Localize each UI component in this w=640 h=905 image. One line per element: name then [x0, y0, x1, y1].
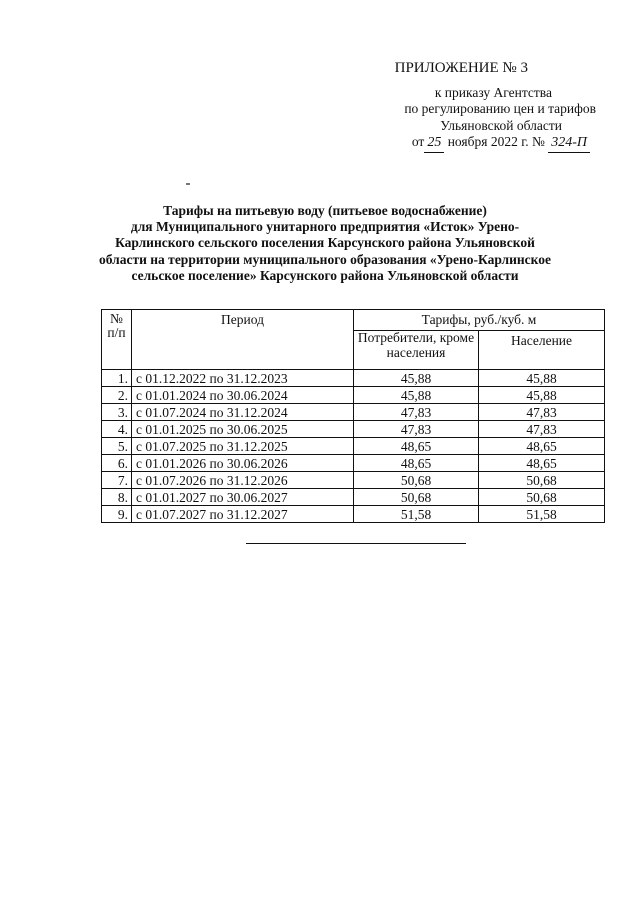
table-row	[102, 455, 605, 472]
table-row	[102, 404, 605, 421]
row-population-tariff: 45,88	[479, 370, 605, 387]
title-line: для Муниципального унитарного предприятия «Исток» Урено-	[130, 219, 520, 235]
row-period: с 01.01.2027 по 30.06.2027	[132, 489, 354, 506]
row-number: 3.	[102, 404, 132, 421]
row-number: 7.	[102, 472, 132, 489]
order-reference-line-3: Ульяновской области	[440, 117, 562, 133]
row-population-tariff: 45,88	[479, 387, 605, 404]
row-consumers-tariff: 51,58	[354, 506, 479, 523]
row-population-tariff: 48,65	[479, 438, 605, 455]
row-consumers-tariff: 50,68	[354, 472, 479, 489]
date-rest: ноября 2022 г. №	[447, 134, 545, 149]
handwritten-order-number: 324-П	[548, 135, 590, 153]
order-date-line	[395, 134, 610, 153]
row-population-tariff: 50,68	[479, 489, 605, 506]
scan-mark	[186, 183, 190, 185]
order-reference-line-2: по регулированию цен и тарифов	[404, 101, 596, 116]
end-divider	[246, 543, 466, 544]
row-period: с 01.07.2025 по 31.12.2025	[132, 438, 354, 455]
row-population-tariff: 48,65	[479, 455, 605, 472]
row-population-tariff: 50,68	[479, 472, 605, 489]
title-line: Тарифы на питьевую воду (питьевое водоснабжение)	[163, 203, 487, 218]
row-population-tariff: 47,83	[479, 421, 605, 438]
row-population-tariff: 47,83	[479, 404, 605, 421]
table-row	[102, 489, 605, 506]
row-period: с 01.07.2024 по 31.12.2024	[132, 404, 354, 421]
appendix-header	[395, 60, 610, 153]
row-number: 4.	[102, 421, 132, 438]
title-line: области на территории муниципального образования «Урено-Карлинское	[99, 251, 551, 267]
title-line: сельское поселение» Карсунского района Ульяновской области	[131, 267, 519, 283]
row-number: 9.	[102, 506, 132, 523]
tariffs-table	[101, 309, 605, 523]
row-period: с 01.01.2025 по 30.06.2025	[132, 421, 354, 438]
row-number: 5.	[102, 438, 132, 455]
column-header-number-line1: №	[110, 311, 123, 326]
row-period: с 01.01.2024 по 30.06.2024	[132, 387, 354, 404]
row-number: 2.	[102, 387, 132, 404]
column-header-consumers: Потребители, кроме населения	[354, 331, 479, 370]
table-row	[102, 506, 605, 523]
row-period: с 01.07.2026 по 31.12.2026	[132, 472, 354, 489]
row-consumers-tariff: 45,88	[354, 387, 479, 404]
column-header-number	[102, 310, 132, 370]
row-number: 8.	[102, 489, 132, 506]
row-number: 6.	[102, 455, 132, 472]
column-header-period: Период	[132, 310, 354, 370]
row-consumers-tariff: 50,68	[354, 489, 479, 506]
handwritten-day: 25	[424, 135, 444, 153]
table-row	[102, 472, 605, 489]
table-row	[102, 370, 605, 387]
row-consumers-tariff: 47,83	[354, 404, 479, 421]
row-consumers-tariff: 48,65	[354, 438, 479, 455]
table-row	[102, 387, 605, 404]
row-number: 1.	[102, 370, 132, 387]
date-prefix: от	[411, 134, 425, 149]
column-header-tariffs: Тарифы, руб./куб. м	[354, 310, 605, 331]
row-population-tariff: 51,58	[479, 506, 605, 523]
row-consumers-tariff: 47,83	[354, 421, 479, 438]
order-reference-line-1: к приказу Агентства	[434, 84, 552, 100]
row-period: с 01.07.2027 по 31.12.2027	[132, 506, 354, 523]
column-header-number-line2: п/п	[107, 325, 126, 340]
column-header-population: Население	[479, 331, 605, 370]
row-period: с 01.12.2022 по 31.12.2023	[132, 370, 354, 387]
title-line: Карлинского сельского поселения Карсунского района Ульяновской	[115, 235, 535, 251]
row-period: с 01.01.2026 по 30.06.2026	[132, 455, 354, 472]
table-row	[102, 438, 605, 455]
table-row	[102, 421, 605, 438]
appendix-title: ПРИЛОЖЕНИЕ № 3	[394, 60, 528, 76]
document-title	[90, 203, 560, 284]
row-consumers-tariff: 48,65	[354, 455, 479, 472]
row-consumers-tariff: 45,88	[354, 370, 479, 387]
